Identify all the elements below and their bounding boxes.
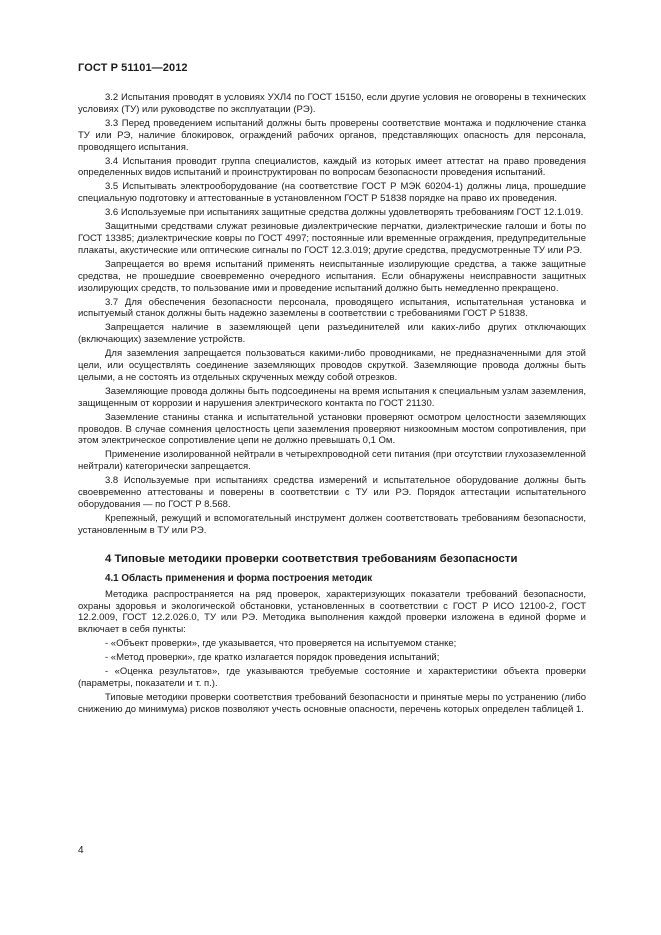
paragraph-3-6: 3.6 Используемые при испытаниях защитные средства должны удовлетворять требованиям ГОСТ 12.1.019.: [105, 207, 584, 219]
paragraph-3-4: 3.4 Испытания проводит группа специалистов, каждый из которых имеет аттестат на право проведения определенных видов испытаний и проинструктирован по вопросам безопасности проведения испытаний.: [78, 155, 586, 179]
paragraph-3-7: 3.7 Для обеспечения безопасности персонала, проводящего испытания, испытательная установка и испытуемый станок должны быть надежно заземлены в соответствии с требованиями ГОСТ Р 51838.: [78, 296, 586, 320]
paragraph-prohibition-untested: Запрещается во время испытаний применять неиспытанные изолирующие средства, а также защитные средства, не прошедшие своевременно очередного испытания. Если обнаружены неисправности защитных изолирующих средств, то пользование ими и проведение испытаний должно быть немедленно прекращено.: [78, 258, 586, 294]
paragraph-3-2: 3.2 Испытания проводят в условиях УХЛ4 по ГОСТ 15150, если другие условия не оговорены в технических условиях (ТУ) или руководстве по эксплуатации (РЭ).: [78, 92, 586, 115]
paragraph-grounding-conductors: Для заземления запрещается пользоваться какими-либо проводниками, не предназначенными для этой цели, или осуществлять соединение заземляющих проводов скруткой. Заземляющие провода должны быть целыми, а не состоять из отдельных скрученных между собой отрезков.: [78, 348, 586, 383]
subsection-4-1-title: 4.1 Область применения и форма построения методик: [105, 572, 373, 584]
paragraph-tools: Крепежный, режущий и вспомогательный инструмент должен соответствовать требованиям безопасности, установленным в ТУ или РЭ.: [78, 512, 586, 536]
paragraph-3-5: 3.5 Испытывать электрооборудование (на соответствие ГОСТ Р МЭК 60204-1) должны лица, прошедшие специальную подготовку и аттестованные в установленном ГОСТ Р 51838 порядке на право их проведения.: [78, 181, 586, 205]
paragraph-disconnectors: Запрещается наличие в заземляющей цепи разъединителей или каких-либо других отключающих (включающих) заземление устройств.: [78, 322, 586, 346]
paragraph-method-scope: Методика распространяется на ряд проверок, характеризующих показатели требований безопасности, охраны здоровья и экологической обстановки, установленных в соответствии с ГОСТ Р ИСО 12100-2, ГОСТ 12.2.009, ГОСТ 12.2.026.0, ТУ или РЭ. Методика выполнения каждой проверки изложена в единой форме и включает в себя пункты:: [78, 588, 586, 636]
page-number: 4: [78, 845, 84, 856]
section-4-title: 4 Типовые методики проверки соответствия требованиям безопасности: [105, 552, 518, 565]
paragraph-isolated-neutral: Применение изолированной нейтрали в четырехпроводной сети питания (при отсутствии глухозаземленной нейтрали) категорически запрещается.: [78, 449, 586, 473]
list-item-method: - «Метод проверки», где кратко излагается порядок проведения испытаний;: [105, 652, 440, 664]
list-item-evaluation: - «Оценка результатов», где указываются требуемые состояние и характеристики объекта проверки (параметры, показатели и т. п.).: [78, 666, 586, 689]
paragraph-protective-means: Защитными средствами служат резиновые диэлектрические перчатки, диэлектрические галоши и боты по ГОСТ 13385; диэлектрические ковры по ГОСТ 4997; постоянные или временные ограждения, предупредительные плакаты, акустические или оптические сигналы по ГОСТ 12.3.019; другие средства, предусмотренные ТУ или РЭ.: [78, 221, 586, 256]
document-header: ГОСТ Р 51101—2012: [78, 62, 188, 74]
paragraph-3-8: 3.8 Используемые при испытаниях средства измерений и испытательное оборудование должны быть своевременно аттестованы и поверены в соответствии с ТУ или РЭ. Порядок аттестации испытательного оборудования — по ГОСТ Р 8.568.: [78, 475, 586, 510]
document-body: [78, 92, 586, 718]
paragraph-typical-methods: Типовые методики проверки соответствия требований безопасности и принятые меры по устранению (либо снижению до минимума) рисков позволяют учесть основные опасности, перечень которых определен таблицей 1.: [78, 691, 586, 715]
list-item-object: - «Объект проверки», где указывается, что проверяется на испытуемом станке;: [105, 638, 457, 650]
paragraph-grounding-check: Заземление станины станка и испытательной установки проверяют осмотром целостности заземляющих проводов. В случае сомнения целостность цепи заземления проверяют низкоомным мостом сопротивления, при этом электрическое сопротивление цепи не должно превышать 0,1 Ом.: [78, 411, 586, 447]
paragraph-3-3: 3.3 Перед проведением испытаний должны быть проверены соответствие монтажа и подключение станка ТУ или РЭ, наличие блокировок, ограждений рабочих органов, представляющих опасность для персонала, проводящего испытания.: [78, 117, 586, 153]
paragraph-grounding-nodes: Заземляющие провода должны быть подсоединены на время испытания к специальным узлам заземления, защищенным от коррозии и нарушения электрического контакта по ГОСТ 21130.: [78, 385, 586, 409]
